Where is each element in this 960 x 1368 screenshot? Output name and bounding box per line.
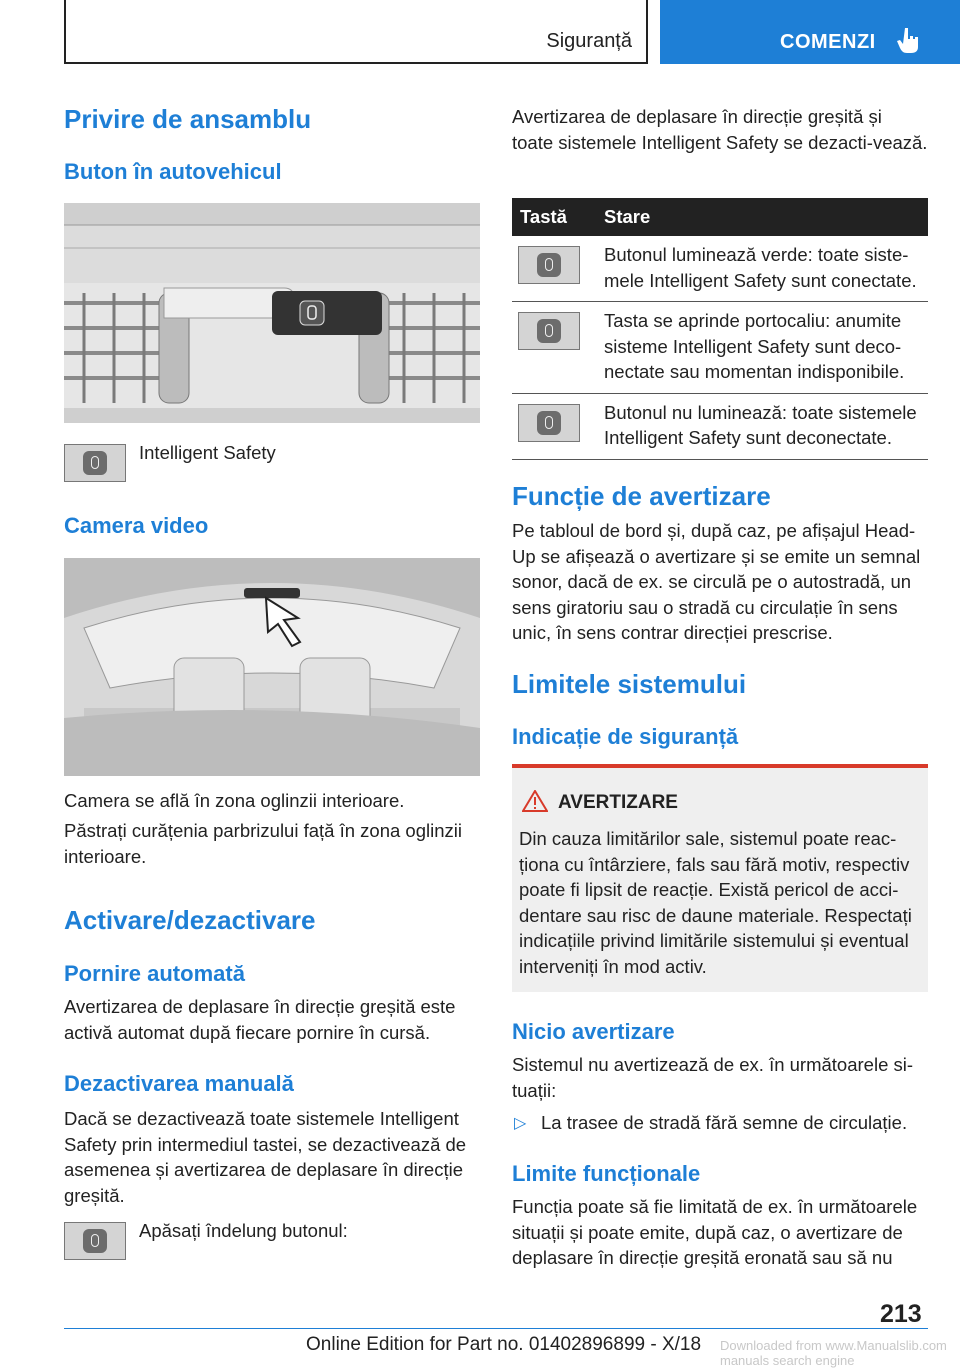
- warning-function-paragraph: Pe tabloul de bord și, după caz, pe afișajul Head-Up se afișează o avertizare și se emite un semnal sonor, dacă de ex. se circulă pe o autostradă, un sens giratoriu sau o stradă cu circulație în sens unic, în sens contrar direcției prescrise.: [512, 520, 921, 643]
- column-key: Tastă: [512, 198, 596, 236]
- table-cell-state: Butonul nu luminează: toate sistemele Intelligent Safety sunt deconectate.: [596, 393, 928, 459]
- warning-title: AVERTIZARE: [558, 792, 678, 813]
- footer-watermark: Downloaded from www.Manualslib.com manuals search engine: [720, 1338, 947, 1368]
- button-off-icon: [518, 404, 580, 442]
- camera-paragraph-2: Păstrați curățenia parbrizului față în zona oglinzii interioare.: [64, 820, 462, 867]
- dashboard-button-image: [64, 203, 480, 423]
- heading-system-limits: Limitele sistemului: [512, 669, 747, 699]
- heading-safety-note: Indicație de siguranță: [512, 724, 739, 749]
- status-table-header: [512, 198, 928, 236]
- car-interior-camera-image: [64, 558, 480, 776]
- auto-start-paragraph: Avertizarea de deplasare în direcție greșită este activă automat după fiecare pornire în cursă.: [64, 996, 456, 1043]
- heading-no-warning: Nicio avertizare: [512, 1019, 675, 1044]
- button-label: Intelligent Safety: [139, 442, 276, 463]
- bullet-marker-icon: ▷: [514, 1115, 527, 1132]
- press-button-text: Apăsați îndelung butonul:: [139, 1220, 348, 1241]
- heading-activation: Activare/dezactivare: [64, 905, 316, 935]
- manual-deactivation-paragraph: Dacă se dezactivează toate sistemele Intelligent Safety prin intermediul tastei, se dezactivează de asemenea și avertizarea de deplasare în direcție greșită.: [64, 1108, 467, 1206]
- heading-auto-start: Pornire automată: [64, 961, 245, 986]
- page-number: 213: [880, 1300, 922, 1328]
- heading-manual-deactivation: Dezactivarea manuală: [64, 1071, 294, 1096]
- table-cell-state: Tasta se aprinde portocaliu: anumite sisteme Intelligent Safety sunt deco-nectate sau momentan indisponibile.: [596, 302, 928, 394]
- intro-paragraph: Avertizarea de deplasare în direcție greșită și toate sistemele Intelligent Safety se dezacti-vează.: [512, 106, 928, 153]
- footer-edition: Online Edition for Part no. 01402896899 - X/18: [306, 1334, 702, 1355]
- warning-triangle-icon: [522, 790, 548, 812]
- footer-divider: [64, 1328, 928, 1329]
- camera-paragraph-1: Camera se află în zona oglinzii interioare.: [64, 790, 405, 811]
- heading-warning-function: Funcție de avertizare: [512, 481, 771, 511]
- table-row: [512, 393, 928, 459]
- no-warning-paragraph: Sistemul nu avertizează de ex. în următoarele si-tuații:: [512, 1054, 914, 1101]
- column-state: Stare: [596, 198, 928, 236]
- heading-overview: Privire de ansamblu: [64, 104, 312, 134]
- warning-text: Din cauza limitărilor sale, sistemul poate reac-ționa cu întârziere, fals sau fără motiv, respectiv poate fi lipsit de reacție. Există pericol de acci-dentare sau risc de daune materiale. Respectați indicațiile privind limitările sistemului și eventual interveniți în mod activ.: [519, 828, 912, 977]
- header-tab-label: COMENZI: [780, 31, 876, 53]
- status-table: [512, 198, 928, 460]
- heading-camera: Camera video: [64, 513, 209, 538]
- button-orange-icon: [518, 312, 580, 350]
- heading-button-in-vehicle: Buton în autovehicul: [64, 159, 282, 184]
- warning-box: [512, 764, 928, 992]
- functional-limits-paragraph: Funcția poate să fie limitată de ex. în următoarele situații și poate emite, după caz, o avertizare de deplasare în direcție greșită eronată sau să nu: [512, 1196, 918, 1268]
- intelligent-safety-button-icon: [64, 444, 126, 482]
- intelligent-safety-button-icon: [64, 1222, 126, 1260]
- table-row: [512, 302, 928, 394]
- header-section-box: [64, 0, 648, 64]
- list-item: La trasee de stradă fără semne de circulație.: [541, 1112, 908, 1133]
- header-section-title: Siguranță: [546, 30, 632, 52]
- button-green-icon: [518, 246, 580, 284]
- table-row: [512, 236, 928, 302]
- heading-functional-limits: Limite funcționale: [512, 1161, 701, 1186]
- table-cell-state: Butonul luminează verde: toate siste-mele Intelligent Safety sunt conectate.: [596, 236, 928, 302]
- pointing-hand-icon: [896, 26, 920, 54]
- header-tab-comenzi[interactable]: [660, 0, 960, 64]
